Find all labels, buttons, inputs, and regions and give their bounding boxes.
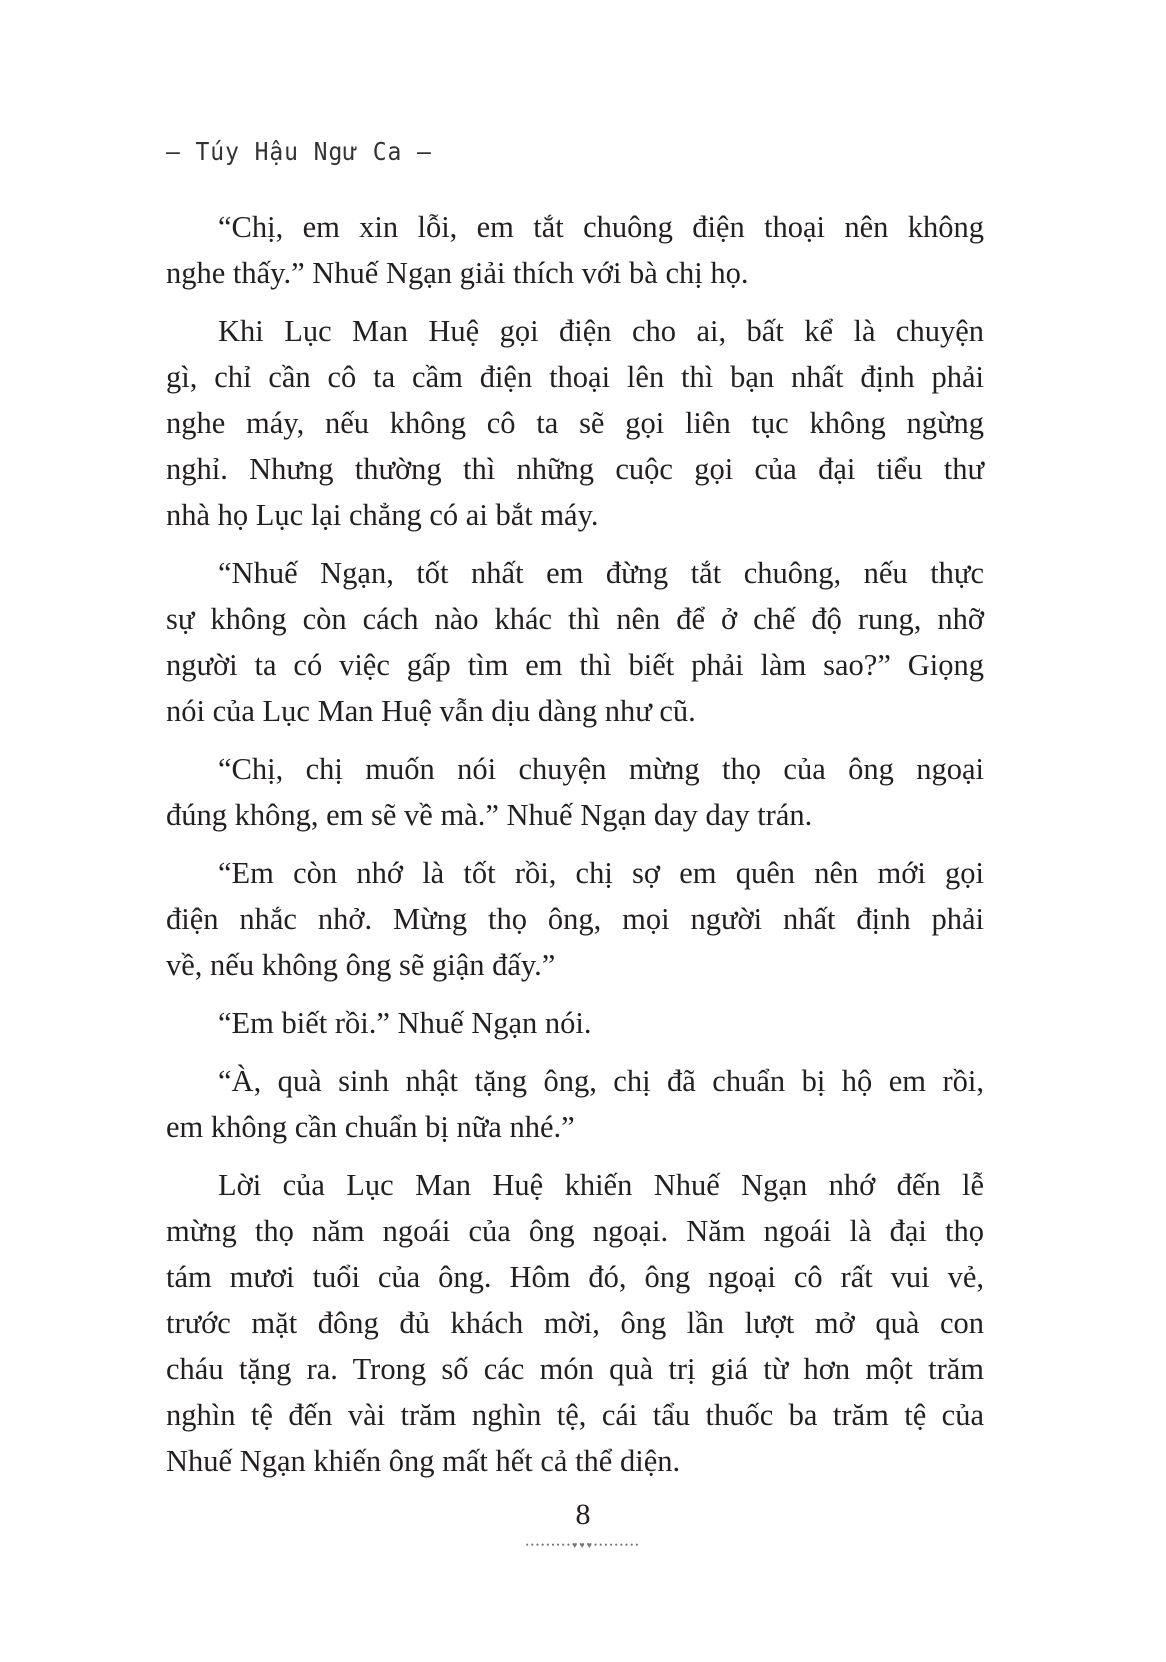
text-line: “Em biết rồi.” Nhuế Ngạn nói. xyxy=(218,1006,592,1040)
text-line: “À, quà sinh nhật tặng ông, chị đã chuẩn bị hộ em rồi, xyxy=(218,1064,984,1098)
paragraph xyxy=(166,550,984,734)
text-line: trước mặt đông đủ khách mời, ông lần lượt mở quà con xyxy=(166,1306,984,1340)
text-line: cháu tặng ra. Trong số các món quà trị giá từ hơn một trăm xyxy=(166,1352,984,1386)
text-line: em không cần chuẩn bị nữa nhé.” xyxy=(166,1110,575,1144)
text-line: nghìn tệ đến vài trăm nghìn tệ, cái tẩu thuốc ba trăm tệ của xyxy=(166,1398,984,1432)
text-line: “Nhuế Ngạn, tốt nhất em đừng tắt chuông, nếu thực xyxy=(218,556,984,590)
paragraph xyxy=(166,308,984,538)
page-number: 8 xyxy=(575,1498,591,1531)
text-line: “Chị, chị muốn nói chuyện mừng thọ của ông ngoại xyxy=(218,752,984,786)
text-line: nghe thấy.” Nhuế Ngạn giải thích với bà chị họ. xyxy=(166,256,749,290)
text-line: nghe máy, nếu không cô ta sẽ gọi liên tục không ngừng xyxy=(166,406,984,440)
text-line: mừng thọ năm ngoái của ông ngoại. Năm ngoái là đại thọ xyxy=(166,1214,984,1248)
text-line: sự không còn cách nào khác thì nên để ở chế độ rung, nhỡ xyxy=(166,602,984,636)
paragraph xyxy=(166,1162,984,1484)
text-line: Khi Lục Man Huệ gọi điện cho ai, bất kể là chuyện xyxy=(218,314,984,348)
text-line: nghỉ. Nhưng thường thì những cuộc gọi của đại tiểu thư xyxy=(166,452,984,486)
paragraph xyxy=(166,746,984,838)
running-header: — Túy Hậu Ngư Ca — xyxy=(166,137,432,166)
text-line: Nhuế Ngạn khiến ông mất hết cả thể diện. xyxy=(166,1444,681,1478)
paragraph xyxy=(166,1000,984,1046)
text-line: đúng không, em sẽ về mà.” Nhuế Ngạn day day trán. xyxy=(166,798,813,832)
page-body xyxy=(166,204,984,1496)
text-line: người ta có việc gấp tìm em thì biết phải làm sao?” Giọng xyxy=(166,648,984,682)
text-line: điện nhắc nhở. Mừng thọ ông, mọi người nhất định phải xyxy=(166,902,984,936)
text-line: tám mươi tuổi của ông. Hôm đó, ông ngoại cô rất vui vẻ, xyxy=(166,1260,984,1294)
text-line: “Chị, em xin lỗi, em tắt chuông điện thoại nên không xyxy=(218,210,984,244)
paragraph xyxy=(166,1058,984,1150)
text-line: “Em còn nhớ là tốt rồi, chị sợ em quên nên mới gọi xyxy=(218,856,984,890)
page-ornament: •••••••••♥♥♥••••••••• xyxy=(525,1540,641,1550)
text-line: Lời của Lục Man Huệ khiến Nhuế Ngạn nhớ đến lễ xyxy=(218,1168,984,1202)
text-line: gì, chỉ cần cô ta cầm điện thoại lên thì bạn nhất định phải xyxy=(166,360,984,394)
text-line: về, nếu không ông sẽ giận đấy.” xyxy=(166,948,556,982)
text-line: nói của Lục Man Huệ vẫn dịu dàng như cũ. xyxy=(166,694,696,728)
paragraph xyxy=(166,850,984,988)
text-line: nhà họ Lục lại chẳng có ai bắt máy. xyxy=(166,498,599,532)
paragraph xyxy=(166,204,984,296)
